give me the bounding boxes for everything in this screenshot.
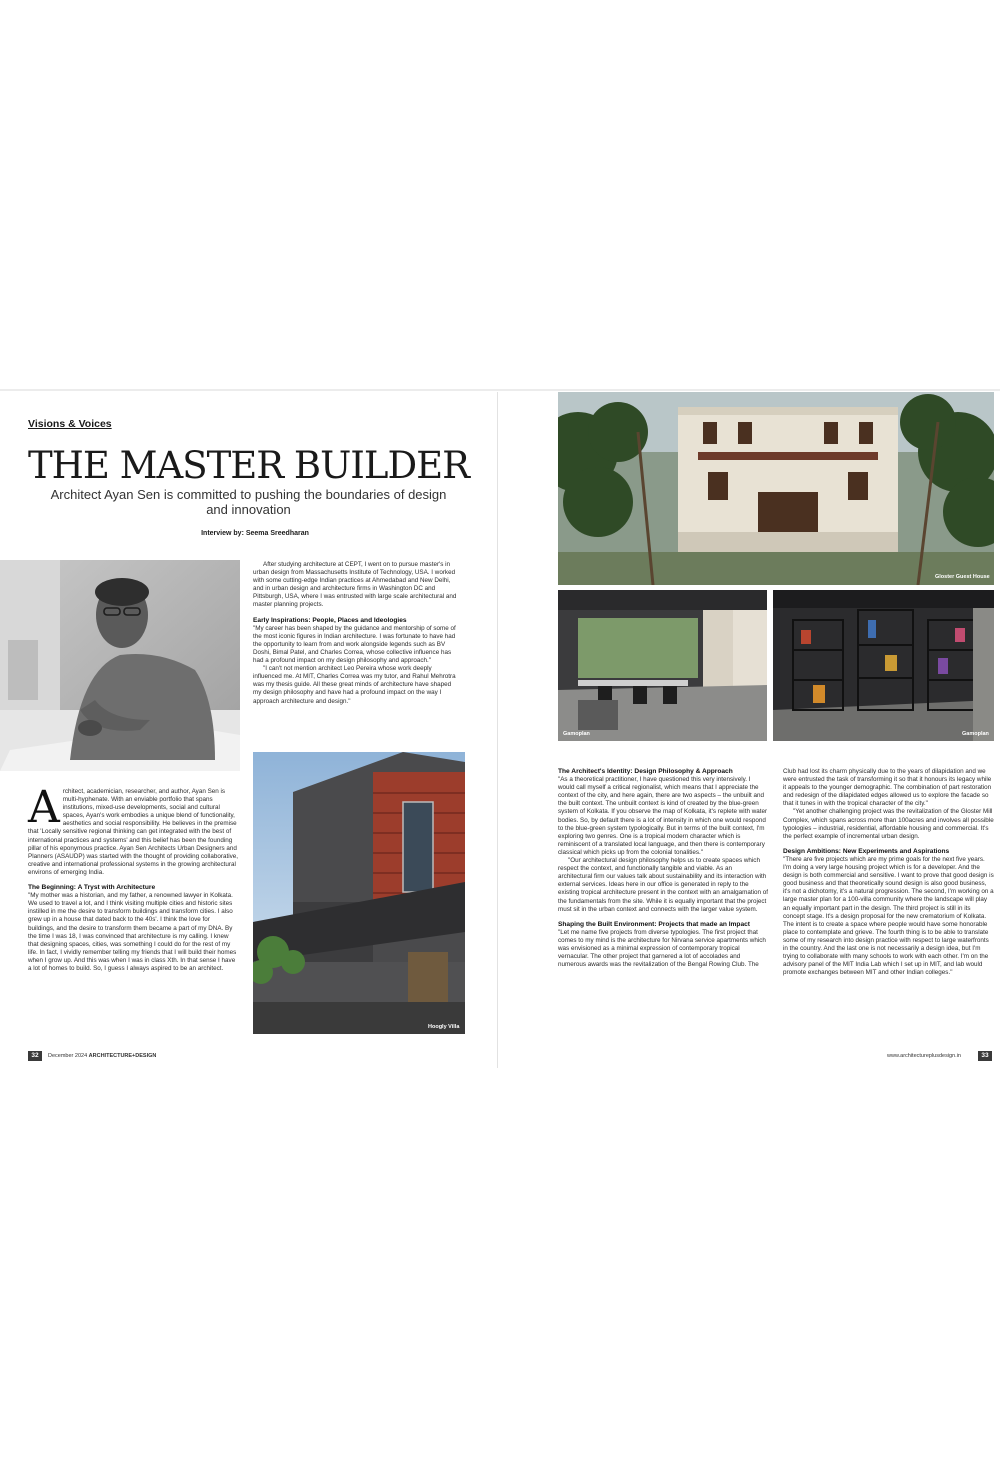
villa-caption: Hoogly Villa (428, 1024, 460, 1030)
intro-paragraph: rchitect, academician, researcher, and author, Ayan Sen is multi-hyphenate. With an enviable portfolio that spans institutions, mixed-use developments, social and cultural spaces, Ayan's work embodies a unique blend of functionality, aesthetics and social responsibility. He believes in the premise that 'Locally sensitive regional thinking can get integrated with the best of international practices and systems' and this belief has been the founding pillar of his eponymous practice. Ayan Sen Architects Urban Designers and Planners (ASAUDP) was started with the thought of providing collaborative, creative and international professional systems in the growing architectural environs of emerging India. (28, 788, 239, 876)
section-heading-early-inspirations: Early Inspirations: People, Places and Ideologies (253, 616, 407, 624)
gloster-photo (558, 392, 994, 585)
gamoplan-office-photo (558, 590, 767, 741)
section-heading-identity: The Architect's Identity: Design Philosophy & Approach (558, 768, 733, 775)
spread-top-edge (0, 389, 1000, 391)
section-heading-beginning: The Beginning: A Tryst with Architecture (28, 884, 156, 892)
column-1-text (28, 782, 239, 973)
drop-cap: A (28, 782, 60, 833)
paragraph: "There are five projects which are my prime goals for the next five years. I'm doing a very large housing project which is for a developer. And the design is both commercial and sensitive. I want to prove that good design is good business and that theoretically sound design is also good business, it's not a dichotomy, it's a natural progression. The second, I'm working on a large master plan for a 100-villa community where the landscape will play an equally important part in the design. The third project is still in its concept stage. It's a design proposal for the new crematorium of Kolkata. The intent is to create a space where people would have some honorable place to contemplate and grieve. The fourth thing is to be able to translate some of my research into design practice with respect to large waterfronts in the country. And the last one is not necessarily a design idea, but I'm trying to collaborate with many schools to work with each other. I'm on the advisory panel of the MIT India Lab which I set up in MIT, and lab would promote exchanges between MIT and other Indian colleges." (783, 855, 994, 977)
paragraph: "My career has been shaped by the guidance and mentorship of some of the most iconic figures in Indian architecture. I was fortunate to have had the opportunity to learn from and work alongside legends such as BV Doshi, Bimal Patel, and Charles Correa, whose collective influence has had a profound impact on my design philosophy and approach." (253, 624, 456, 665)
paragraph: "Yet another challenging project was the revitalization of the Gloster Mill Complex, which spans across more than 100acres and involves all possible typologies – industrial, residential, affordable housing and commercial. It's the perfect example of incremental urban design. (783, 808, 994, 840)
paragraph: "Let me name five projects from diverse typologies. The first project that comes to my mind is the architecture for Nirvana service apartments which was envisioned as a minimal expression of contemporary tropical vernacular. The other project that garnered a lot of accolades and numerous awards was the revitalization of the Bengal Rowing Club. The (558, 928, 766, 969)
paragraph: "Our architectural design philosophy helps us to create spaces which respect the context, and functionally tangible and viable. As an architectural firm our values talk about sustainability and its interaction with external services. Ideas here in our office is generated in reply to the existing tropical architecture present in the context with an amalgamation of the fundamentals from the site. While it is equally important that the project must sit in the urban context and connects with the larger value system. (558, 857, 769, 913)
magazine-name: ARCHITECTURE+DESIGN (88, 1053, 157, 1059)
gamoplan-caption-2: Gamoplan (962, 731, 989, 737)
column-2-text (253, 561, 459, 706)
section-tag: Visions & Voices (28, 418, 112, 430)
gloster-caption: Gloster Guest House (935, 574, 990, 580)
paragraph: Club had lost its charm physically due to the years of dilapidation and we were entrusted the task of transforming it so that it honours its legacy while it appeals to the younger demographic. The combination of part restoration and redesign of the dilapidated edges allowed us to explore the facade so that it tunes in with the tropical character of the city." (783, 768, 992, 808)
paragraph: "As a theoretical practitioner, I have questioned this very intensively. I would call myself a critical regionalist, which means that I appreciate the context of the city, and here again, there are two aspects – the unbuilt and the built context. The unbuilt context is kind of created by the blue-green system of Kolkata. If you observe the map of Kolkata, it's replete with water bodies. So, by default there is a lot of intensity in which one would respond to the blue-green system typologically. But in terms of the built context, I'm exploring two genres. One is a tropical modern character which is reminiscent of a translated local language, and then there is contemporary classical which picks up from the colonial tonalities." (558, 776, 768, 856)
column-4-text (783, 768, 994, 977)
left-footer (48, 1053, 156, 1059)
column-3-text (558, 768, 768, 969)
page-title: THE MASTER BUILDER (27, 444, 470, 487)
gamoplan-caption-1: Gamoplan (563, 731, 590, 737)
left-page-number: 32 (28, 1051, 42, 1061)
website-url: www.architectureplusdesign.in (887, 1053, 961, 1059)
section-heading-ambitions: Design Ambitions: New Experiments and Aspirations (783, 847, 950, 855)
subtitle: Architect Ayan Sen is committed to pushing the boundaries of design and innovation (50, 487, 447, 517)
paragraph: "I can't not mention architect Leo Pereira whose work deeply influenced me. At MIT, Charles Correa was my tutor, and Rahul Mehrotra was my thesis guide. All these great minds of architecture have shaped my design philosophy and have had a profound impact on the way I approach architecture and design." (253, 665, 456, 705)
portrait-photo (0, 560, 240, 771)
right-page-number: 33 (978, 1051, 992, 1061)
byline: Interview by: Seema Sreedharan (201, 530, 309, 537)
section-heading-shaping: Shaping the Built Environment: Projects that made an Impact (558, 920, 750, 928)
paragraph: After studying architecture at CEPT, I went on to pursue master's in urban design from Massachusetts Institute of Technology, USA. I worked with some cutting-edge Indian practices at Ahmedabad and New Delhi, and in urban design and architecture firms in Washington DC and Pittsburgh, USA, where I was entrusted with large scale architectural and master planning projects. (253, 561, 457, 609)
gamoplan-shelving-photo (773, 590, 994, 741)
issue-date: December 2024 (48, 1053, 88, 1059)
villa-photo (253, 752, 465, 1034)
paragraph: "My mother was a historian, and my father, a renowned lawyer in Kolkata. We used to travel a lot, and I think visiting multiple cities and historic sites instilled in me the desire to transform buildings and transform cities. I also grew up in a house that dated back to the 40s'. I think the love for buildings, and the desire to transform them became a part of my DNA. By the time I was 18, I was convinced that architecture is my calling. I knew that designing spaces, cities, was something I could do for the rest of my life. In fact, I vividly remember telling my friends that I will build their homes when I grow up. And this was when I was in class Xth. In that sense I have a lot of homes to build. So, I guess I always aspired to be an architect. (28, 892, 237, 972)
page-gutter (497, 392, 498, 1068)
